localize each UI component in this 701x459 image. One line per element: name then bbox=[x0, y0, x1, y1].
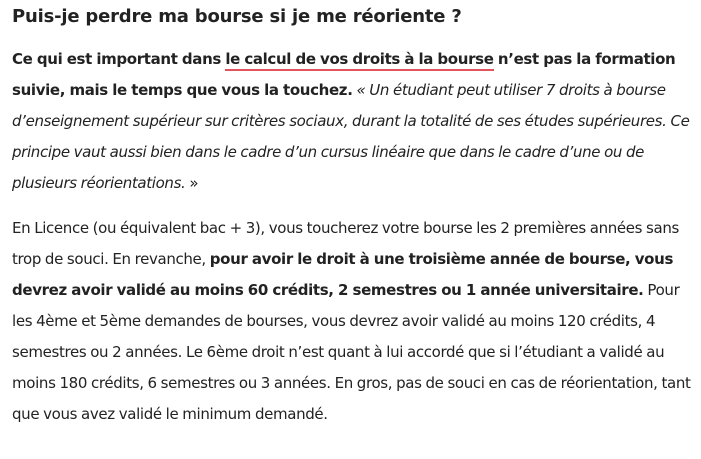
licence-rest-text: Pour les 4ème et 5ème demandes de bourses, vous devrez avoir validé au moins 120 crédits, 4 semestres ou 2 années. Le 6ème droit n’est quant à lui accordé que si l’étudiant a validé au moins 180 crédits, 6 semestres ou 3 années. En gros, pas de souci en cas de réorientation, tant que vous avez validé le minimum demandé. bbox=[12, 281, 691, 423]
article-section bbox=[12, 0, 692, 430]
calcul-droits-bourse-link[interactable]: le calcul de vos droits à la bourse bbox=[225, 50, 493, 71]
quote-text: « Un étudiant peut utiliser 7 droits à bourse d’enseignement supérieur sur critères sociaux, durant la totalité de ses études supérieures. Ce principe vaut aussi bien dans le cadre d’un cursus linéaire que dans le cadre d’une ou de plusieurs réorientations. bbox=[12, 81, 690, 192]
bold-rest-text: n’est pas la formation suivie, mais le temps que vous la touchez. bbox=[12, 50, 676, 99]
paragraph-calcul-droits bbox=[12, 44, 692, 199]
bold-intro-text: Ce qui est important dans bbox=[12, 50, 226, 68]
quote-close-mark: » bbox=[185, 174, 199, 192]
section-heading: Puis-je perdre ma bourse si je me réoriente ? bbox=[12, 6, 462, 27]
paragraph-licence bbox=[12, 213, 692, 430]
troisieme-annee-bold-text: pour avoir le droit à une troisième année de bourse, vous devrez avoir validé au moins 60 crédits, 2 semestres ou 1 année universitaire. bbox=[12, 250, 674, 299]
licence-intro-text: En Licence (ou équivalent bac + 3), vous toucherez votre bourse les 2 premières années sans trop de souci. En revanche, bbox=[12, 219, 679, 268]
